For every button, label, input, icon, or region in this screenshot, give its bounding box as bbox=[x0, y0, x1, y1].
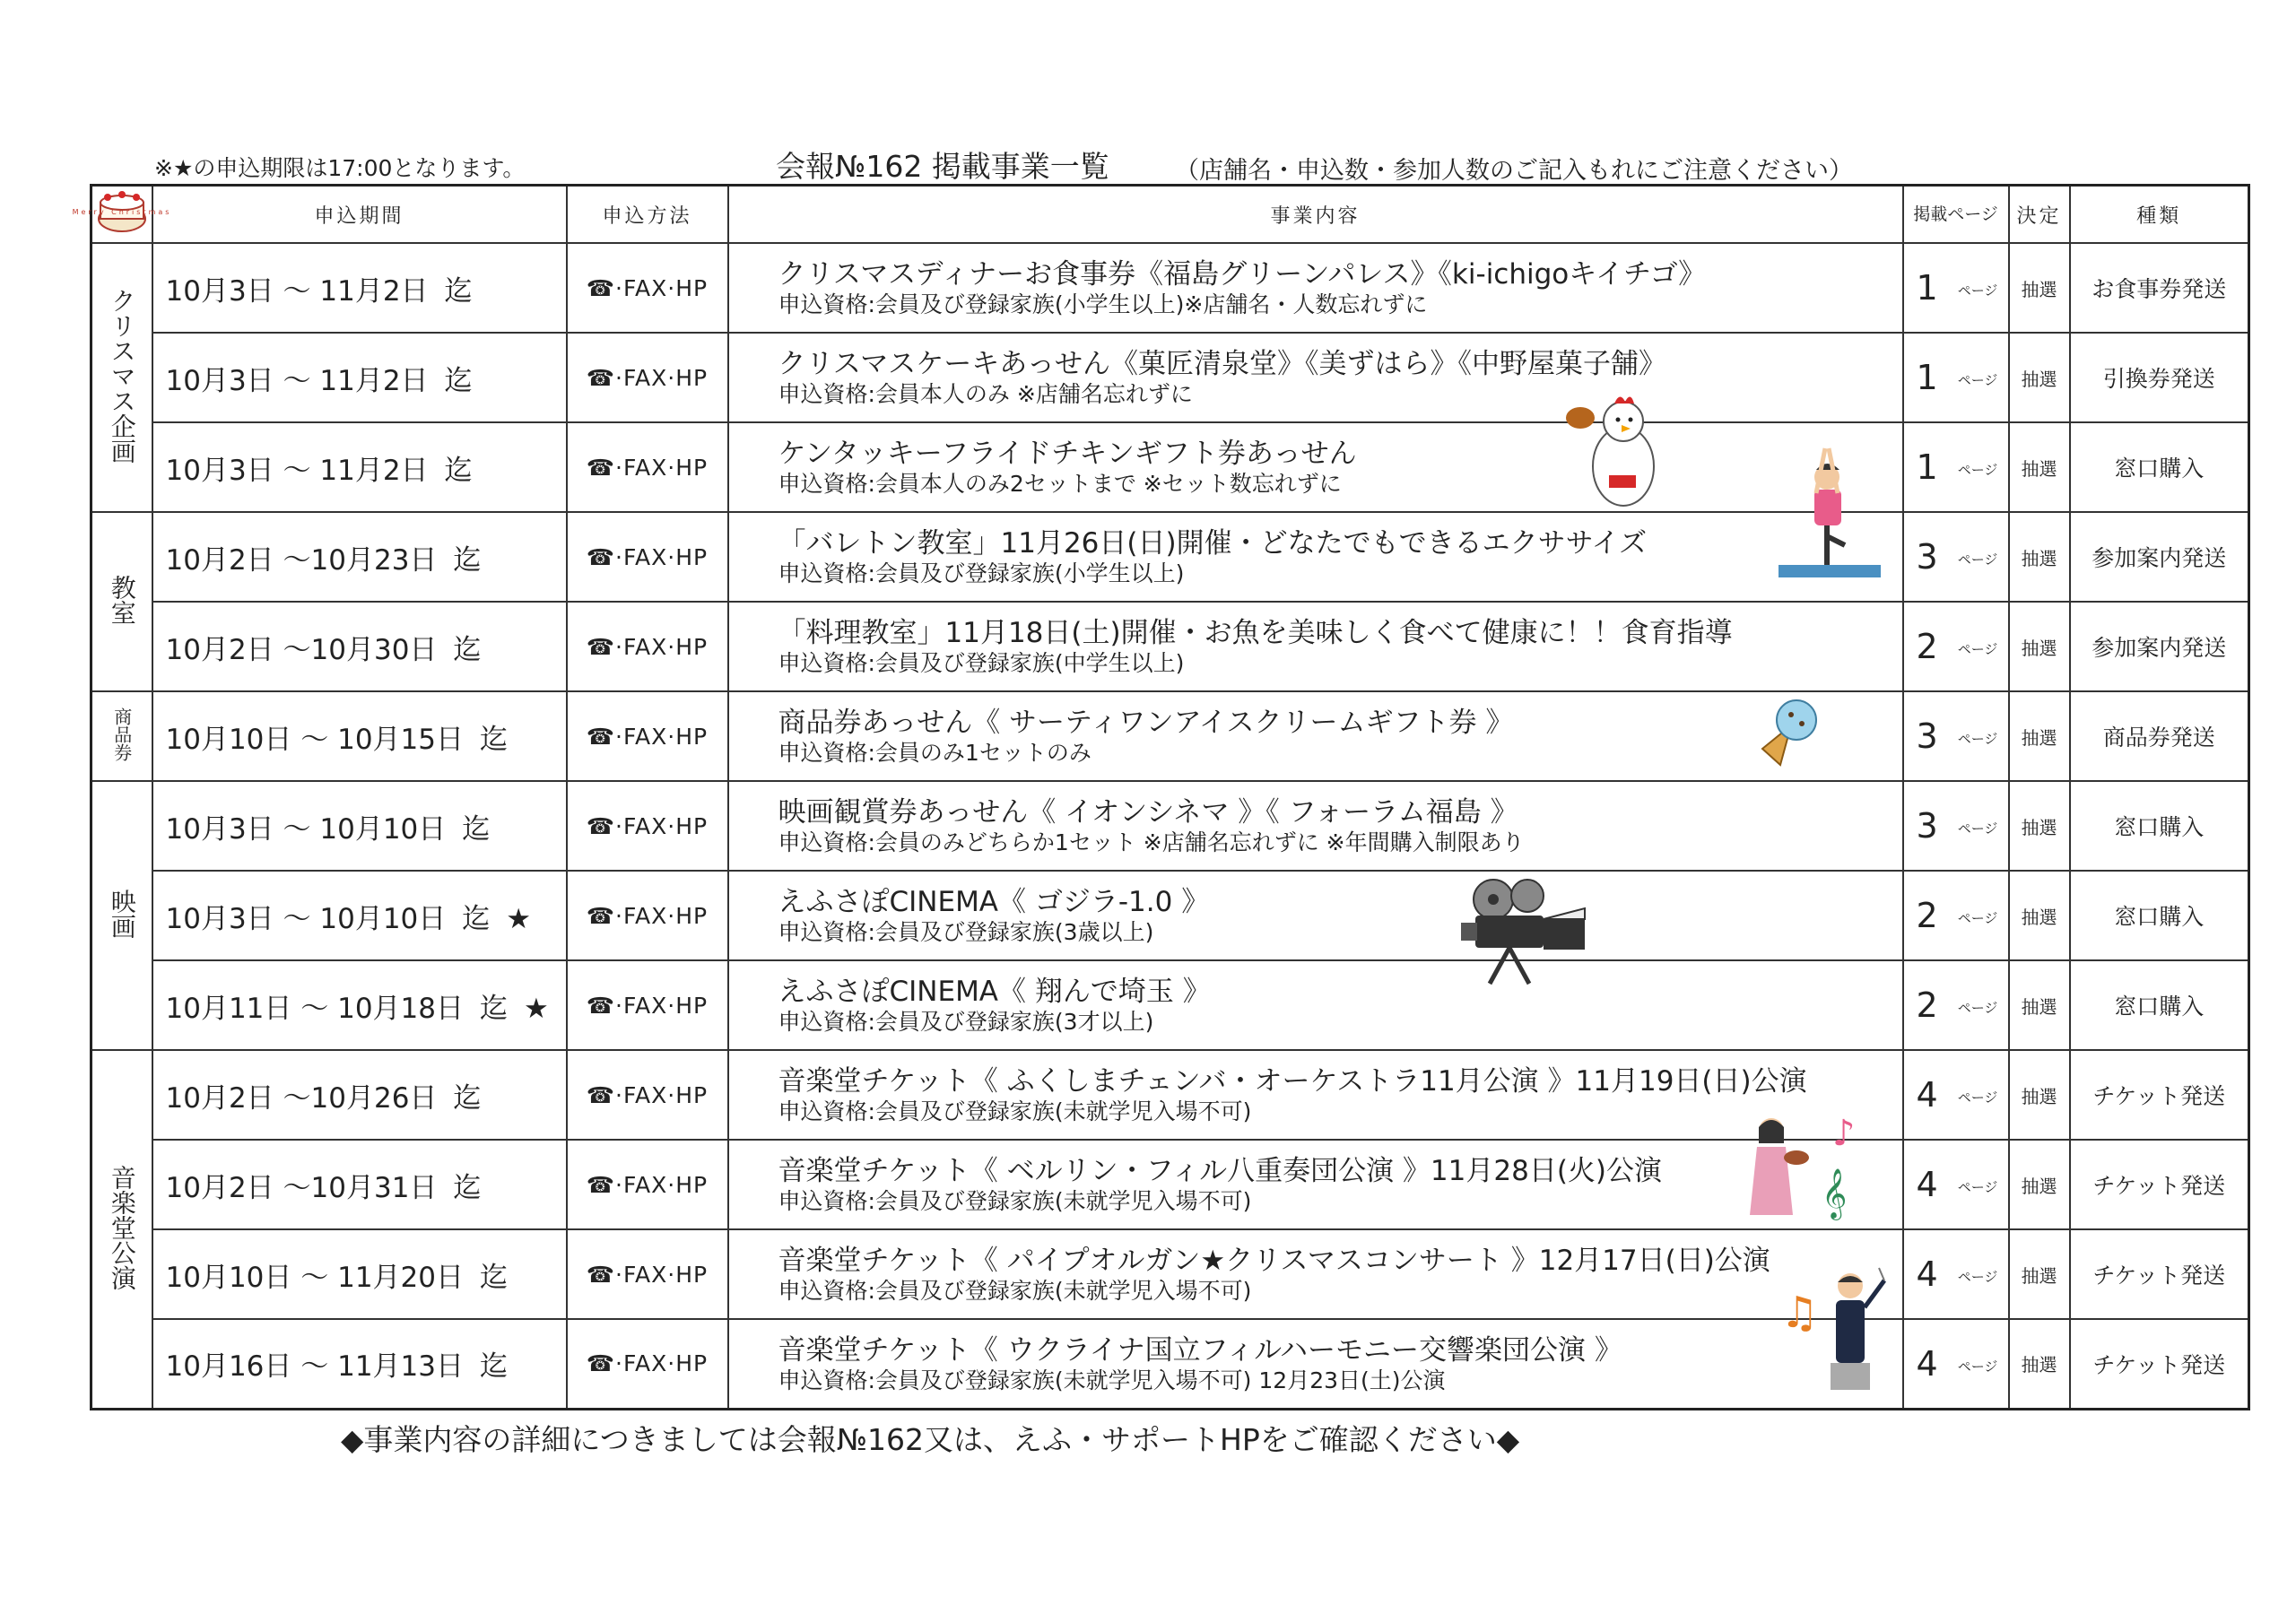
page-cell bbox=[1903, 512, 2009, 602]
content-cell bbox=[728, 1140, 1903, 1229]
category-label: 商品券 bbox=[110, 707, 133, 761]
event-title: 「料理教室」11月18日(土)開催・お魚を美味しく食べて健康に！！食育指導 bbox=[778, 617, 1733, 649]
method-cell: ☎·FAX·HP bbox=[567, 691, 728, 781]
method-cell: ☎·FAX·HP bbox=[567, 1140, 728, 1229]
period-cell bbox=[152, 422, 567, 512]
page-unit: ページ bbox=[1957, 372, 1998, 388]
treble-clef-icon: 𝄞 bbox=[1822, 1168, 1848, 1219]
method-cell: ☎·FAX·HP bbox=[567, 422, 728, 512]
events-table bbox=[72, 184, 2250, 1410]
page-cell bbox=[1903, 243, 2009, 333]
ice-cream-illustration bbox=[1753, 695, 1825, 767]
kind-header: 種類 bbox=[2070, 186, 2249, 244]
event-title: 音楽堂チケット《 ふくしまチェンバ・オーケストラ11月公演 》11月19日(日)公演 bbox=[778, 1065, 1807, 1098]
event-eligibility: 申込資格:会員本人のみ ※店舗名忘れずに bbox=[778, 381, 1193, 407]
page-unit: ページ bbox=[1957, 1358, 1998, 1375]
period-limit: 迄 bbox=[480, 1261, 508, 1294]
kind-cell: 商品券発送 bbox=[2070, 691, 2249, 781]
table-row bbox=[91, 602, 2249, 691]
period-cell bbox=[152, 781, 567, 871]
merry-christmas-text: Merry Christmas bbox=[72, 208, 172, 216]
deadline-star: ★ bbox=[506, 902, 532, 935]
period-limit: 迄 bbox=[453, 633, 482, 666]
table-row bbox=[91, 333, 2249, 422]
kind-cell: 窓口購入 bbox=[2070, 960, 2249, 1050]
page-number: 2 bbox=[1916, 627, 1938, 666]
kind-cell: 窓口購入 bbox=[2070, 781, 2249, 871]
chicken-illustration bbox=[1561, 386, 1668, 511]
kind-cell: チケット発送 bbox=[2070, 1229, 2249, 1319]
event-title: えふさぽCINEMA《 翔んで埼玉 》 bbox=[778, 976, 1211, 1008]
page-number: 4 bbox=[1916, 1343, 1938, 1384]
table-row bbox=[91, 1140, 2249, 1229]
method-cell: ☎·FAX·HP bbox=[567, 1319, 728, 1409]
period-text: 10月11日 ～ 10月18日 bbox=[165, 992, 464, 1025]
period-cell bbox=[152, 602, 567, 691]
period-cell bbox=[152, 1050, 567, 1140]
period-text: 10月10日 ～ 10月15日 bbox=[165, 723, 464, 756]
decision-cell: 抽選 bbox=[2009, 1050, 2070, 1140]
decision-cell: 抽選 bbox=[2009, 512, 2070, 602]
page-cell bbox=[1903, 691, 2009, 781]
period-cell bbox=[152, 1140, 567, 1229]
kind-cell: チケット発送 bbox=[2070, 1319, 2249, 1409]
christmas-badge-cell bbox=[72, 186, 172, 244]
period-limit: 迄 bbox=[462, 902, 491, 935]
table-row bbox=[91, 960, 2249, 1050]
content-cell bbox=[728, 691, 1903, 781]
event-eligibility: 申込資格:会員及び登録家族(小学生以上) bbox=[778, 560, 1185, 586]
deadline-star: ★ bbox=[524, 992, 549, 1025]
period-limit: 迄 bbox=[480, 992, 508, 1025]
page-unit: ページ bbox=[1957, 1179, 1998, 1195]
page-cell bbox=[1903, 333, 2009, 422]
period-text: 10月2日 ～10月26日 bbox=[165, 1081, 438, 1115]
event-eligibility: 申込資格:会員本人のみ2セットまで ※セット数忘れずに bbox=[778, 471, 1342, 497]
period-text: 10月10日 ～ 11月20日 bbox=[165, 1261, 464, 1294]
page-number: 3 bbox=[1916, 806, 1938, 846]
method-cell: ☎·FAX·HP bbox=[567, 602, 728, 691]
method-cell: ☎·FAX·HP bbox=[567, 333, 728, 422]
period-cell bbox=[152, 960, 567, 1050]
method-cell: ☎·FAX·HP bbox=[567, 243, 728, 333]
period-cell bbox=[152, 691, 567, 781]
decision-cell: 抽選 bbox=[2009, 871, 2070, 960]
page-number: 1 bbox=[1916, 268, 1938, 308]
method-cell: ☎·FAX·HP bbox=[567, 1229, 728, 1319]
footer-note: ◆事業内容の詳細につきましては会報№162又は、えふ・サポートHPをご確認ください◆ bbox=[341, 1422, 1520, 1457]
period-text: 10月2日 ～10月31日 bbox=[165, 1171, 438, 1204]
table-row bbox=[91, 1319, 2249, 1409]
period-cell bbox=[152, 512, 567, 602]
page-unit: ページ bbox=[1957, 551, 1998, 568]
decision-cell: 抽選 bbox=[2009, 691, 2070, 781]
event-eligibility: 申込資格:会員及び登録家族(3才以上) bbox=[778, 1009, 1154, 1035]
table-row bbox=[91, 243, 2249, 333]
page-number: 2 bbox=[1916, 896, 1938, 935]
table-row bbox=[91, 1229, 2249, 1319]
decision-cell: 抽選 bbox=[2009, 781, 2070, 871]
kind-cell: 参加案内発送 bbox=[2070, 602, 2249, 691]
decision-cell: 抽選 bbox=[2009, 1140, 2070, 1229]
kind-cell: 参加案内発送 bbox=[2070, 512, 2249, 602]
event-title: クリスマスディナーお食事券《福島グリーンパレス》《ki-ichigoキイチゴ》 bbox=[778, 258, 1707, 291]
page-unit: ページ bbox=[1957, 1269, 1998, 1285]
period-cell bbox=[152, 1319, 567, 1409]
event-eligibility: 申込資格:会員及び登録家族(未就学児入場不可) bbox=[778, 1188, 1252, 1214]
category-label: 映画 bbox=[107, 889, 137, 939]
kind-cell: 窓口購入 bbox=[2070, 871, 2249, 960]
content-header: 事業内容 bbox=[728, 186, 1903, 244]
page-number: 1 bbox=[1916, 358, 1938, 397]
method-header: 申込方法 bbox=[567, 186, 728, 244]
event-title: えふさぽCINEMA《 ゴジラ-1.0 》 bbox=[778, 886, 1210, 918]
period-text: 10月3日 ～ 10月10日 bbox=[165, 902, 447, 935]
method-cell: ☎·FAX·HP bbox=[567, 512, 728, 602]
content-cell bbox=[728, 781, 1903, 871]
music-note-icon: ♪ bbox=[1832, 1113, 1856, 1154]
table-row bbox=[91, 512, 2249, 602]
decision-cell: 抽選 bbox=[2009, 333, 2070, 422]
period-limit: 迄 bbox=[453, 1081, 482, 1115]
table-row bbox=[91, 691, 2249, 781]
page-unit: ページ bbox=[1957, 1089, 1998, 1106]
period-header: 申込期間 bbox=[152, 186, 567, 244]
category-cell bbox=[91, 1050, 152, 1409]
category-label: 教室 bbox=[107, 575, 137, 625]
event-title: 「バレトン教室」11月26日(日)開催・どなたでもできるエクササイズ bbox=[778, 527, 1648, 560]
method-cell: ☎·FAX·HP bbox=[567, 960, 728, 1050]
content-cell bbox=[728, 1229, 1903, 1319]
content-cell bbox=[728, 422, 1903, 512]
period-text: 10月3日 ～ 11月2日 bbox=[165, 454, 429, 487]
page-unit: ページ bbox=[1957, 462, 1998, 478]
decision-cell: 抽選 bbox=[2009, 960, 2070, 1050]
event-eligibility: 申込資格:会員及び登録家族(中学生以上) bbox=[778, 650, 1185, 676]
event-eligibility: 申込資格:会員のみどちらか1セット ※店舗名忘れずに ※年間購入制限あり bbox=[778, 829, 1525, 855]
page-unit: ページ bbox=[1957, 820, 1998, 837]
method-cell: ☎·FAX·HP bbox=[567, 781, 728, 871]
period-text: 10月3日 ～ 10月10日 bbox=[165, 812, 447, 846]
page-cell bbox=[1903, 1140, 2009, 1229]
event-title: 映画観賞券あっせん《 イオンシネマ 》《 フォーラム福島 》 bbox=[778, 796, 1518, 829]
table-row bbox=[91, 1050, 2249, 1140]
page-cell bbox=[1903, 1229, 2009, 1319]
decision-cell: 抽選 bbox=[2009, 1229, 2070, 1319]
page-cell bbox=[1903, 602, 2009, 691]
period-limit: 迄 bbox=[480, 723, 508, 756]
period-cell bbox=[152, 871, 567, 960]
decision-cell: 抽選 bbox=[2009, 602, 2070, 691]
event-eligibility: 申込資格:会員及び登録家族(未就学児入場不可) bbox=[778, 1098, 1252, 1124]
kind-cell: チケット発送 bbox=[2070, 1050, 2249, 1140]
period-text: 10月3日 ～ 11月2日 bbox=[165, 274, 429, 308]
method-cell: ☎·FAX·HP bbox=[567, 871, 728, 960]
category-label: 音楽堂公演 bbox=[107, 1164, 137, 1290]
event-title: 商品券あっせん《 サーティワンアイスクリームギフト券 》 bbox=[778, 707, 1514, 739]
table-row bbox=[91, 422, 2249, 512]
content-cell bbox=[728, 512, 1903, 602]
category-cell bbox=[91, 781, 152, 1050]
page-unit: ページ bbox=[1957, 910, 1998, 926]
period-limit: 迄 bbox=[444, 274, 473, 308]
content-cell bbox=[728, 1050, 1903, 1140]
event-title: クリスマスケーキあっせん《菓匠清泉堂》《美ずはら》《中野屋菓子舗》 bbox=[778, 348, 1666, 380]
period-cell bbox=[152, 243, 567, 333]
page-cell bbox=[1903, 871, 2009, 960]
event-title: 音楽堂チケット《 ベルリン・フィル八重奏団公演 》11月28日(火)公演 bbox=[778, 1155, 1663, 1187]
page-cell bbox=[1903, 781, 2009, 871]
decision-cell: 抽選 bbox=[2009, 1319, 2070, 1409]
violinist-illustration bbox=[1744, 1107, 1870, 1224]
content-cell bbox=[728, 960, 1903, 1050]
period-limit: 迄 bbox=[444, 454, 473, 487]
page-number: 2 bbox=[1916, 985, 1938, 1025]
period-text: 10月16日 ～ 11月13日 bbox=[165, 1350, 464, 1384]
category-cell bbox=[91, 512, 152, 691]
page-cell bbox=[1903, 1319, 2009, 1409]
period-limit: 迄 bbox=[453, 1171, 482, 1204]
period-limit: 迄 bbox=[462, 812, 491, 846]
kind-cell: チケット発送 bbox=[2070, 1140, 2249, 1229]
content-cell bbox=[728, 871, 1903, 960]
event-eligibility: 申込資格:会員及び登録家族(3歳以上) bbox=[778, 919, 1154, 945]
category-cell bbox=[91, 243, 152, 512]
page-unit: ページ bbox=[1957, 731, 1998, 747]
decision-cell: 抽選 bbox=[2009, 422, 2070, 512]
event-eligibility: 申込資格:会員及び登録家族(未就学児入場不可) 12月23日(土)公演 bbox=[778, 1367, 1446, 1393]
page-number: 4 bbox=[1916, 1075, 1938, 1115]
period-limit: 迄 bbox=[453, 543, 482, 577]
deadline-note: ※★の申込期限は17:00となります。 bbox=[154, 155, 526, 181]
period-text: 10月2日 ～10月30日 bbox=[165, 633, 438, 666]
page-subtitle: （店舗名・申込数・参加人数のご記入もれにご注意ください） bbox=[1175, 157, 1853, 185]
content-cell bbox=[728, 602, 1903, 691]
category-label: クリスマス企画 bbox=[107, 288, 137, 464]
page-unit: ページ bbox=[1957, 641, 1998, 657]
page-number: 3 bbox=[1916, 537, 1938, 577]
period-limit: 迄 bbox=[480, 1350, 508, 1384]
period-cell bbox=[152, 1229, 567, 1319]
event-title: 音楽堂チケット《 ウクライナ国立フィルハーモニー交響楽団公演 》 bbox=[778, 1333, 1622, 1367]
category-cell bbox=[91, 691, 152, 781]
page-cell bbox=[1903, 1050, 2009, 1140]
period-text: 10月3日 ～ 11月2日 bbox=[165, 364, 429, 397]
music-notes-icon: ♫ bbox=[1780, 1288, 1820, 1338]
decision-header: 決定 bbox=[2009, 186, 2070, 244]
content-cell bbox=[728, 1319, 1903, 1409]
page-header: 掲載ページ bbox=[1903, 186, 2009, 244]
event-eligibility: 申込資格:会員及び登録家族(未就学児入場不可) bbox=[778, 1278, 1252, 1304]
event-eligibility: 申込資格:会員及び登録家族(小学生以上)※店舗名・人数忘れずに bbox=[778, 291, 1428, 317]
yoga-illustration bbox=[1771, 430, 1888, 583]
event-eligibility: 申込資格:会員のみ1セットのみ bbox=[778, 740, 1091, 766]
page-unit: ページ bbox=[1957, 282, 1998, 299]
period-cell bbox=[152, 333, 567, 422]
content-cell bbox=[728, 333, 1903, 422]
conductor-illustration bbox=[1780, 1264, 1888, 1399]
page-number: 1 bbox=[1916, 447, 1938, 487]
period-text: 10月2日 ～10月23日 bbox=[165, 543, 438, 577]
page-title: 会報№162 掲載事業一覧 bbox=[776, 149, 1109, 184]
event-title: ケンタッキーフライドチキンギフト券あっせん bbox=[778, 438, 1357, 470]
content-cell bbox=[728, 243, 1903, 333]
table-body bbox=[91, 243, 2249, 1409]
page-cell bbox=[1903, 422, 2009, 512]
kind-cell: 引換券発送 bbox=[2070, 333, 2249, 422]
kind-cell: お食事券発送 bbox=[2070, 243, 2249, 333]
page-number: 4 bbox=[1916, 1254, 1938, 1294]
page-number: 3 bbox=[1916, 716, 1938, 756]
table-row bbox=[91, 781, 2249, 871]
christmas-cake-icon bbox=[72, 187, 172, 237]
page-unit: ページ bbox=[1957, 1000, 1998, 1016]
period-limit: 迄 bbox=[444, 364, 473, 397]
decision-cell: 抽選 bbox=[2009, 243, 2070, 333]
page-number: 4 bbox=[1916, 1165, 1938, 1204]
table-header-row bbox=[91, 186, 2249, 244]
movie-camera-illustration bbox=[1457, 874, 1592, 991]
method-cell: ☎·FAX·HP bbox=[567, 1050, 728, 1140]
kind-cell: 窓口購入 bbox=[2070, 422, 2249, 512]
page-cell bbox=[1903, 960, 2009, 1050]
table-row bbox=[91, 871, 2249, 960]
event-title: 音楽堂チケット《 パイプオルガン★クリスマスコンサート 》12月17日(日)公演 bbox=[778, 1245, 1770, 1277]
